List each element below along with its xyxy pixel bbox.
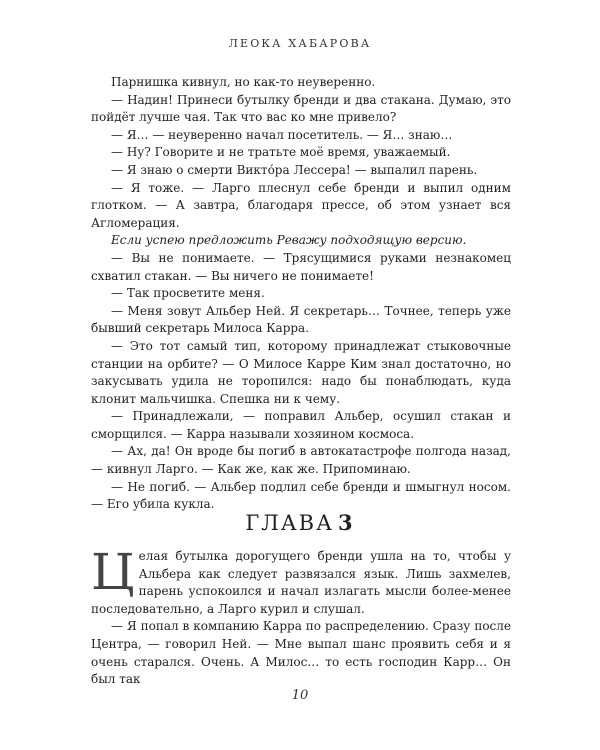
paragraph: — Принадлежали, — поправил Альбер, осушил стакан и сморщился. — Карра называли хозяином космоса.: [91, 409, 511, 441]
paragraph-first: [91, 543, 511, 618]
paragraph: — Меня зовут Альбер Ней. Я секретарь… Точнее, теперь уже бывший секретарь Милоса Карра.: [91, 303, 511, 336]
paragraph: — Ну? Говорите и не тратьте моё время, уважаемый.: [111, 145, 451, 160]
paragraph: — Не погиб. — Альбер подлил себе бренди и шмыгнул носом. — Его убила кукла.: [91, 479, 511, 512]
drop-cap: Ц: [91, 543, 135, 601]
body-text-top: [91, 74, 511, 514]
chapter-number: 3: [338, 510, 355, 535]
paragraph: — Я попал в компанию Карра по распределению. Сразу после Центра, — говорил Ней. — Мне выпал шанс проявить себя и я очень старался. Очень. А Милос… то есть господин Карр… Он был так: [91, 619, 511, 687]
paragraph: — Это тот самый тип, которому принадлежат стыковочные станции на орбите? — О Милосе Карре Ким знал достаточно, но закусывать удила не торопился: надо бы понаблюдать, куда клонит мальчишка. Спешка ни к чему.: [91, 338, 511, 406]
paragraph: — Ах, да! Он вроде бы погиб в автокатастрофе полгода назад, — кивнул Ларго. — Как же, как же. Припоминаю.: [91, 444, 511, 477]
paragraph: — Я знаю о смерти Викто́ра Лессера! — выпалил парень.: [111, 162, 478, 177]
paragraph-italic-thought: Если успею предложить Реважу подходящую версию.: [111, 233, 467, 248]
body-text-bottom: [91, 543, 511, 689]
paragraph: — Я тоже. — Ларго плеснул себе бренди и выпил одним глотком. — А завтра, благодаря прессе, об этом узнает вся Агломерация.: [91, 180, 511, 230]
paragraph: — Вы не понимаете. — Трясущимися руками незнакомец схватил стакан. — Вы ничего не понимаете!: [91, 250, 511, 283]
chapter-label: ГЛАВА: [245, 511, 335, 535]
paragraph: — Надин! Принеси бутылку бренди и два стакана. Думаю, это пойдёт лучше чая. Так что вас ко мне привело?: [91, 92, 511, 125]
paragraph: — Так просветите меня.: [111, 286, 265, 301]
running-header: ЛЕОКА ХАБАРОВА: [228, 37, 372, 50]
chapter-title: [0, 510, 600, 535]
paragraph-first-text: елая бутылка дорогущего бренди ушла на то, чтобы у Альбера как следует развязался язык. Лишь захмелев, парень успокоился и начал излагать мысли более-менее последовательно, а Ларго курил и слушал.: [91, 549, 511, 616]
paragraph: — Я… — неуверенно начал посетитель. — Я… знаю…: [111, 127, 453, 142]
paragraph: Парнишка кивнул, но как-то неуверенно.: [111, 75, 376, 89]
page-number: 10: [291, 688, 309, 703]
